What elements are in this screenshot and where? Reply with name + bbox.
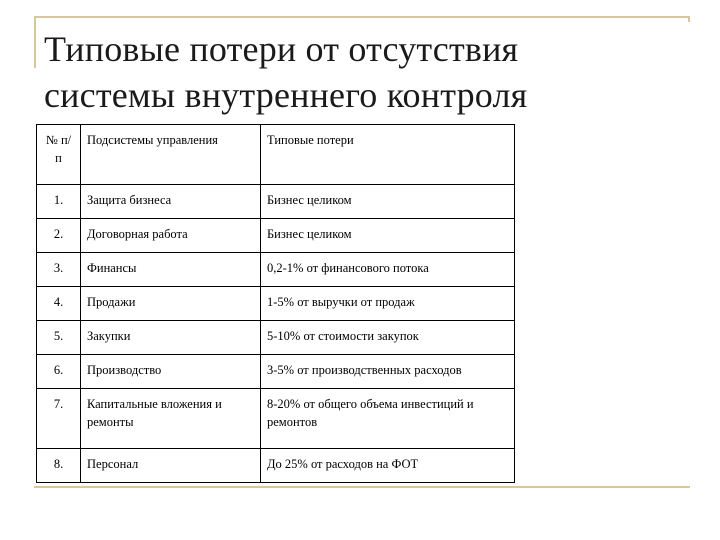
- row-subsystem: Договорная работа: [81, 219, 261, 253]
- slide-frame-top-line: [34, 16, 690, 18]
- row-number: 1.: [37, 185, 81, 219]
- table-row: [37, 219, 515, 253]
- row-number: 2.: [37, 219, 81, 253]
- table-row: [37, 321, 515, 355]
- losses-table: [36, 124, 515, 483]
- table-row: [37, 185, 515, 219]
- header-subsystem: Подсистемы управления: [81, 125, 261, 185]
- row-number: 7.: [37, 389, 81, 449]
- row-number: 6.: [37, 355, 81, 389]
- header-number: № п/п: [37, 125, 81, 185]
- row-number: 3.: [37, 253, 81, 287]
- row-subsystem: Капитальные вложения и ремонты: [81, 389, 261, 449]
- row-subsystem: Защита бизнеса: [81, 185, 261, 219]
- table-row: [37, 287, 515, 321]
- slide-title: [44, 26, 684, 118]
- slide-frame-bottom-line: [34, 486, 690, 488]
- row-losses: 8-20% от общего объема инвестиций и ремонтов: [261, 389, 515, 449]
- row-subsystem: Производство: [81, 355, 261, 389]
- row-subsystem: Закупки: [81, 321, 261, 355]
- table-row: [37, 253, 515, 287]
- row-losses: Бизнес целиком: [261, 219, 515, 253]
- table-header-row: [37, 125, 515, 185]
- row-subsystem: Персонал: [81, 449, 261, 483]
- row-number: 5.: [37, 321, 81, 355]
- row-number: 4.: [37, 287, 81, 321]
- row-losses: До 25% от расходов на ФОТ: [261, 449, 515, 483]
- row-number: 8.: [37, 449, 81, 483]
- row-losses: Бизнес целиком: [261, 185, 515, 219]
- slide-frame-right-line: [688, 16, 690, 22]
- row-subsystem: Финансы: [81, 253, 261, 287]
- slide-frame-left-line: [34, 16, 36, 68]
- row-losses: 3-5% от производственных расходов: [261, 355, 515, 389]
- table-row: [37, 449, 515, 483]
- row-losses: 5-10% от стоимости закупок: [261, 321, 515, 355]
- table-row: [37, 389, 515, 449]
- table-row: [37, 355, 515, 389]
- header-losses: Типовые потери: [261, 125, 515, 185]
- row-subsystem: Продажи: [81, 287, 261, 321]
- slide-title-line-1: Типовые потери от отсутствия: [44, 29, 519, 69]
- slide-title-line-2: системы внутреннего контроля: [44, 75, 528, 115]
- row-losses: 1-5% от выручки от продаж: [261, 287, 515, 321]
- row-losses: 0,2-1% от финансового потока: [261, 253, 515, 287]
